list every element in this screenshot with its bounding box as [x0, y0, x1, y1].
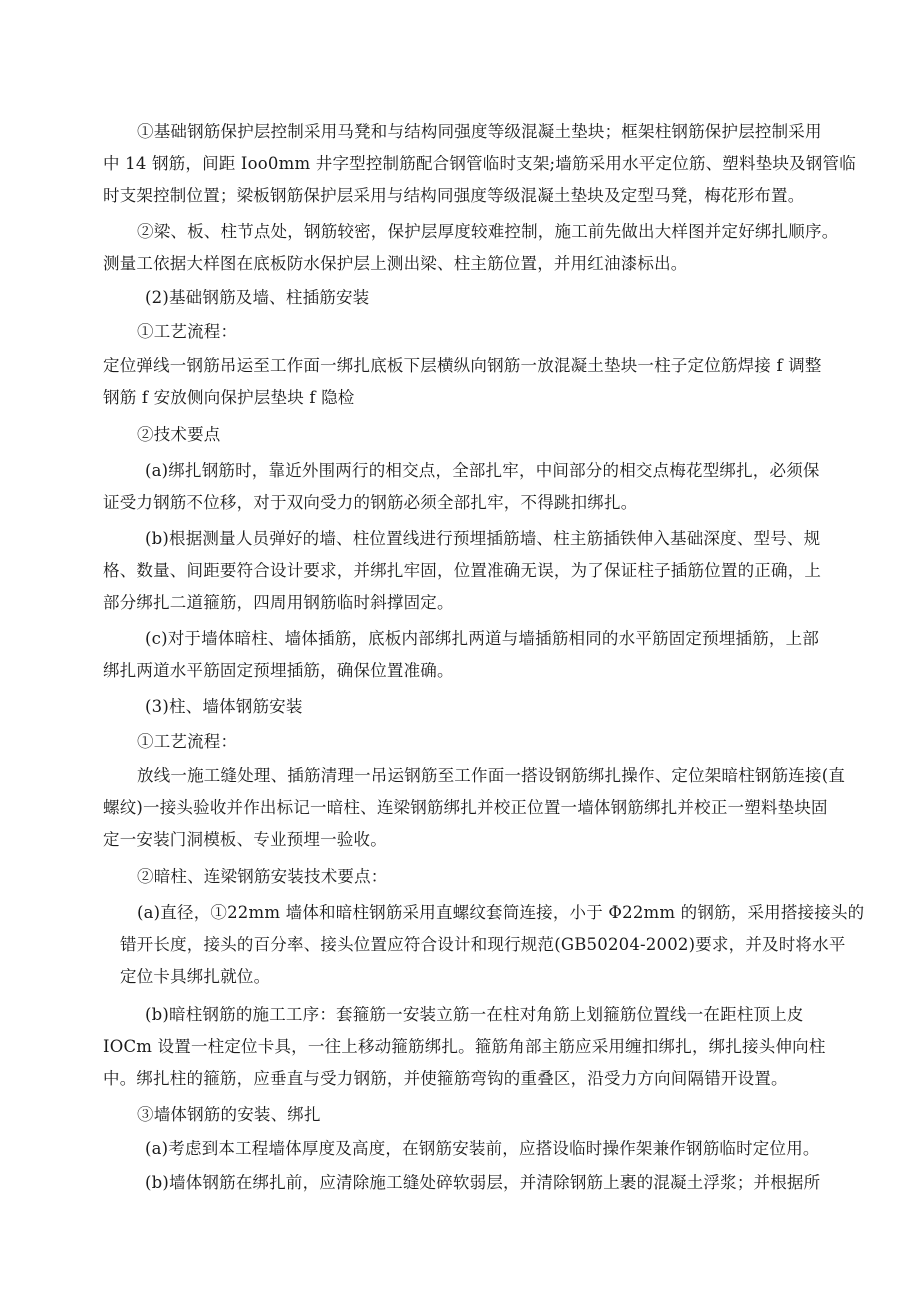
b2-line-2: IOCm 设置一柱定位卡具，一往上移动箍筋绑扎。箍筋角部主筋应采用缠扣绑扎，绑扎接头伸向柱 [103, 1037, 826, 1056]
a3-line: (a)考虑到本工程墙体厚度及高度，在钢筋安装前，应搭设临时操作架兼作钢筋临时定位用。 [145, 1139, 820, 1158]
b3-line: (b)墙体钢筋在绑扎前，应清除施工缝处碎软弱层，并清除钢筋上裹的混凝土浮浆；并根据所 [145, 1173, 821, 1192]
p2-line-2: 测量工依据大样图在底板防水保护层上测出梁、柱主筋位置，并用红油漆标出。 [103, 254, 688, 273]
b2-line-1: (b)暗柱钢筋的施工工序：套箍筋一安装立筋一在柱对角筋上划箍筋位置线一在距柱顶上皮 [145, 1005, 804, 1024]
a1-line-1: (a)绑扎钢筋时，靠近外围两行的相交点，全部扎牢，中间部分的相交点梅花型绑扎，必须保 [145, 461, 820, 480]
section-heading-2: (2)基础钢筋及墙、柱插筋安装 [145, 288, 370, 307]
flow1-title: ①工艺流程： [137, 322, 238, 341]
flow2-title: ①工艺流程： [137, 732, 238, 751]
flow2-line-1: 放线一施工缝处理、插筋清理一吊运钢筋至工作面一搭设钢筋绑扎操作、定位架暗柱钢筋连接(直 [137, 766, 846, 785]
p1-line-3: 时支架控制位置；梁板钢筋保护层采用与结构同强度等级混凝土垫块及定型马凳，梅花形布置。 [103, 186, 805, 205]
a2-line-2: 错开长度，接头的百分率、接头位置应符合设计和现行规范(GB50204-2002)要求，并及时将水平 [120, 935, 846, 954]
b1-line-1: (b)根据测量人员弹好的墙、柱位置线进行预埋插筋墙、柱主筋插铁伸入基础深度、型号、规 [145, 529, 821, 548]
a1-line-2: 证受力钢筋不位移，对于双向受力的钢筋必须全部扎牢，不得跳扣绑扎。 [103, 493, 638, 512]
b2-line-3: 中。绑扎柱的箍筋，应垂直与受力钢筋，并使箍筋弯钩的重叠区，沿受力方向间隔错开设置。 [103, 1069, 788, 1088]
b1-line-2: 格、数量、间距要符合设计要求，并绑扎牢固，位置准确无误，为了保证柱子插筋位置的正确，上 [103, 561, 822, 580]
tech1-title: ②技术要点 [137, 425, 221, 444]
wall-title: ③墙体钢筋的安装、绑扎 [137, 1105, 321, 1124]
section-heading-3: (3)柱、墙体钢筋安装 [145, 697, 303, 716]
b1-line-3: 部分绑扎二道箍筋，四周用钢筋临时斜撑固定。 [103, 593, 454, 612]
p1-line-1: ①基础钢筋保护层控制采用马凳和与结构同强度等级混凝土垫块；框架柱钢筋保护层控制采用 [137, 122, 822, 141]
a2-line-1: (a)直径，①22mm 墙体和暗柱钢筋采用直螺纹套筒连接，小于 Φ22mm 的钢筋，采用搭接接头的 [137, 903, 865, 922]
p2-line-1: ②梁、板、柱节点处，钢筋较密，保护层厚度较难控制，施工前先做出大样图并定好绑扎顺序。 [137, 222, 839, 241]
tech2-title: ②暗柱、连梁钢筋安装技术要点： [137, 867, 388, 886]
c1-line-2: 绑扎两道水平筋固定预埋插筋，确保位置准确。 [103, 661, 454, 680]
p1-line-2: 中 14 钢筋，间距 Ioo0mm 井字型控制筋配合钢管临时支架;墙筋采用水平定位筋、塑料垫块及钢管临 [103, 154, 856, 173]
c1-line-1: (c)对于墙体暗柱、墙体插筋，底板内部绑扎两道与墙插筋相同的水平筋固定预埋插筋，上部 [145, 629, 820, 648]
flow2-line-2: 螺纹)一接头验收并作出标记一暗柱、连梁钢筋绑扎并校正位置一墙体钢筋绑扎并校正一塑料垫块固 [103, 798, 828, 817]
a2-line-3: 定位卡具绑扎就位。 [120, 967, 271, 986]
flow2-line-3: 定一安装门洞模板、专业预埋一验收。 [103, 830, 387, 849]
flow1-line-1: 定位弹线一钢筋吊运至工作面一绑扎底板下层横纵向钢筋一放混凝土垫块一柱子定位筋焊接 f 调整 [103, 356, 822, 375]
flow1-line-2: 钢筋 f 安放侧向保护层垫块 f 隐检 [103, 388, 355, 407]
